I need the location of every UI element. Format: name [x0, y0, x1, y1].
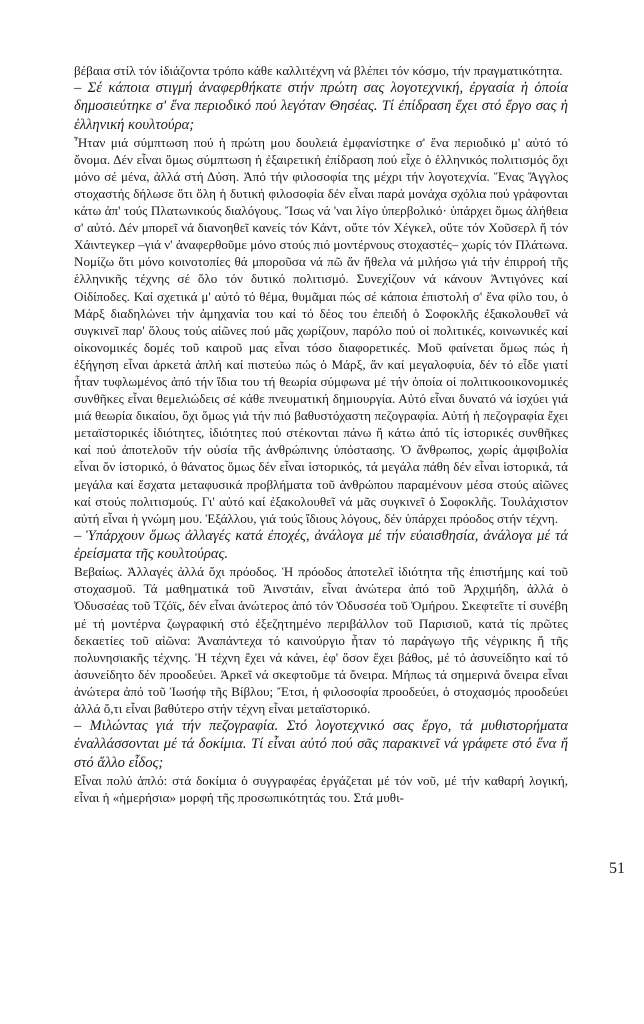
text-column [74, 62, 568, 806]
answer-greek-culture: Ἦταν μιά σύμπτωση πού ἡ πρώτη μου δουλειά ἐμφανίστηκε σ' ἕνα περιοδικό μ' αὐτό τό ὄνομα. Δέν εἶναι ὅμως σύμπτωση ἡ ἐξαιρετική ἐπίδραση πού εἶχε ὁ ἑλληνικός πολιτισμός ὄχι μόνο σέ μένα, ἀλλά στή Δύση. Ἀπό τήν φιλοσοφία της μέχρι τήν λογοτεχνία. Ἕνας Ἄγγλος στοχαστής δήλωσε ὅτι ὅλη ἡ δυτική φιλοσοφία δέν εἶναι παρά μονάχα σχόλια πού γράφονται κάτω ἀπ' τούς Πλατωνικούς διαλόγους. Ἴσως νά 'ναι λίγο ὑπερβολικό· ὑπάρχει ὅμως ἀλήθεια σ' αὐτό. Δέν μπορεῖ νά διανοηθεῖ κανείς τόν Κάντ, οὔτε τόν Χέγκελ, οὔτε τόν Χοῦσερλ ἤ τόν Χάιντεγκερ –γιά ν' ἀναφερθοῦμε μόνο στούς πιό μοντέρνους στοχαστές– χωρίς τόν Πλάτωνα. Νομίζω ὅτι μόνο κοινοτοπίες θά μποροῦσα νά πῶ ἄν ἤθελα νά μιλήσω γιά τήν ἐπιρροή τῆς ἑλληνικῆς τέχνης σέ ὅλο τόν δυτικό πολιτισμό. Συνεχίζουν νά κάνουν Ἀντιγόνες καί Οἰδίποδες. Καί σχετικά μ' αὐτό τό θέμα, θυμᾶμαι πώς σέ κάποια ἐπιστολή σ' ἕνα φίλο του, ὁ Μάρξ διαδηλώνει τήν ἀμηχανία του καί τό δέος του ἐπειδή ὁ Σοφοκλῆς ἐξακολουθεῖ νά συγκινεῖ παρ' ὅλους τούς αἰῶνες πού μᾶς χωρίζουν, παρόλο πού οἱ πολιτικές, κοινωνικές καί οἰκονομικές δομές τοῦ καιροῦ μας εἶναι τόσο διαφορετικές. Μοῦ φαίνεται ὅμως πώς ἡ ἐξήγηση εἶναι ἀρκετά ἁπλή καί πιστεύω πώς ὁ Μάρξ, ἄν καί μεγαλοφυία, δέν τό εἶδε γιατί ἦταν τυφλωμένος ἀπό τήν ἴδια του τή θεωρία σύμφωνα μέ τήν ὁποία οἱ πολιτικοοικονομικές συνθῆκες εἶναι θεμελιώδεις σέ κάθε πνευματική δημιουργία. Αὐτό εἶναι δυνατό νά ἰσχύει γιά μιά θεωρία δικαίου, ὄχι ὅμως γιά τήν πιό βαθυστόχαστη πεζογραφία. Αὐτή ἡ πεζογραφία ἔχει μεταϊστορικές ἰδιότητες, ἰδιότητες πού στέκονται πάνω ἤ κάτω ἀπό τίς ἱστορικές συνθῆκες καί πού ἀποτελοῦν τήν οὐσία τῆς ἀνθρώπινης ὑπόστασης. Ὁ ἄνθρωπος, χωρίς ἀμφιβολία εἶναι ὄν ἱστορικό, ὁ θάνατος ὅμως δέν εἶναι ἱστορικός, τά μεγάλα πάθη δέν εἶναι ἱστορικά, τά μεγάλα καί ἔσχατα μεταφυσικά προβλήματα τοῦ ἀνθρώπου παραμένουν μέσα στούς αἰῶνες καί στούς πολιτισμούς. Γι' αὐτό καί ἐξακολουθεῖ νά μᾶς συγκινεῖ ὁ Σοφοκλῆς. Τουλάχιστον αὐτή εἶναι ἡ γνώμη μου. Ἐξάλλου, γιά τούς ἴδιους λόγους, δέν ὑπάρχει πρόοδος στήν τέχνη. [74, 134, 568, 526]
answer-changes-not-progress: Βεβαίως. Ἀλλαγές ἀλλά ὄχι πρόοδος. Ἡ πρόοδος ἀποτελεῖ ἰδιότητα τῆς ἐπιστήμης καί τοῦ στοχασμοῦ. Τά μαθηματικά τοῦ Ἀινστάιν, εἶναι ἀνώτερα ἀπό τοῦ Ἀρχιμήδη, ἀλλά ὁ Ὀδυσσέας τοῦ Τζόϊς, δέν εἶναι ἀνώτερος ἀπό τόν Ὀδυσσέα τοῦ Ὁμήρου. Σκεφτεῖτε τί συνέβη μέ τή μοντέρνα ζωγραφική στό ἐξεζητημένο περιβάλλον τοῦ Παρισιοῦ, κατά τίς πρῶτες δεκαετίες τοῦ αἰῶνα: Ἀναπάντεχα τό καινούργιο ἦταν τό παράγωγο τῆς νέγρικης ἤ τῆς πολυνησιακῆς τέχνης. Ἡ τέχνη ἔχει νά κάνει, ἐφ' ὅσον ἔχει βάθος, μέ τό ἀσυνείδητο καί τό ἀσυνείδητο δέν προοδεύει. Ἀρκεῖ νά σκεφτοῦμε τά ὄνειρα. Μήπως τά σημερινά ὄνειρα εἶναι ἀνώτερα ἀπό τοῦ Ἰωσήφ τῆς Βίβλου; Ἔτσι, ἡ φιλοσοφία προοδεύει, ὁ στοχασμός προοδεύει ἀλλά ὄ,τι εἶναι βαθύτερο στήν τέχνη εἶναι μεταϊστορικό. [74, 564, 568, 717]
answer-novels-and-essays: Εἶναι πολύ ἁπλό: στά δοκίμια ὁ συγγραφέας ἐργάζεται μέ τόν νοῦ, μέ τήν καθαρή λογική, εἶναι ἡ «ἡμερήσια» μορφή τῆς προσωπικότητάς του. Στά μυθι- [74, 772, 568, 805]
question-changes-by-era: – Ὑπάρχουν ὅμως ἀλλαγές κατά ἐποχές, ἀνάλογα μέ τήν εὐαισθησία, ἀνάλογα μέ τά ἐρείσματα τῆς κουλτούρας. [74, 527, 568, 563]
page-number: 51 [609, 860, 625, 877]
question-novels-and-essays: – Μιλώντας γιά τήν πεζογραφία. Στό λογοτεχνικό σας ἔργο, τά μυθιστορήματα ἐναλλάσσονται μέ τά δοκίμια. Τί εἶναι αὐτό πού σᾶς παρακινεῖ νά γράφετε στό ἕνα ἤ στό ἄλλο εἶδος; [74, 718, 568, 771]
paragraph-answer-continued: βέβαια στίλ τόν ἰδιάζοντα τρόπο κάθε καλλιτέχνη νά βλέπει τόν κόσμο, τήν πραγματικότητα. [74, 63, 563, 78]
question-greek-culture: – Σέ κάποια στιγμή ἀναφερθήκατε στήν πρώτη σας λογοτεχνική, ἐργασία ἡ ὁποία δημοσιεύτηκε σ' ἕνα περιοδικό πού λεγόταν Θησέας. Τί ἐπίδραση ἔχει στό ἔργο σας ἡ ἑλληνική κουλτούρα; [74, 80, 568, 133]
